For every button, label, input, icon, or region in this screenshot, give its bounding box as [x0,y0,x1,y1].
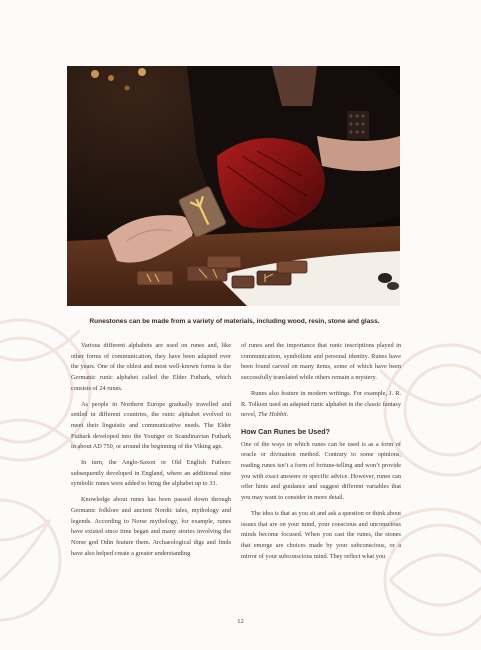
paragraph-text: Runes also feature in modern writings. For example, J. R. R. Tolkien used an adapted runic alphabet in the classic fantasy novel, [241,389,401,419]
runestones-illustration [67,66,400,306]
paragraph: of runes and the importance that runic inscriptions played in communication, symbolism and personal identity. Runes have been found carved on many items, some of which have been successfully translated while others remain a mystery. [241,342,401,382]
paragraph: As people in Northern Europe gradually travelled and settled in different countries, the runic alphabet evolved to meet their linguistic and communicative needs. The Elder Futhark developed into the Younger or Scandinavian Futhark in about AD 750, or around the beginning of the Viking age. [71,400,231,451]
left-column [71,341,231,564]
paragraph: The idea is that as you sit and ask a question or think about issues that are on your mind, your conscious and unconscious minds become focused. When you cast the runes, the stones that emerge are choices made by your subconscious, or a mirror of your subconscious mind. They reflect what you [241,509,401,560]
paragraph [241,389,401,421]
paragraph-end: . [286,411,289,419]
photo-caption: Runestones can be made from a variety of materials, including wood, resin, stone and glass. [89,318,380,325]
paragraph: Various different alphabets are used on runes and, like other forms of communication, they have been adapted over the years. One of the oldest and most well-known forms is the Germanic runic alphabet called the Elder Futhark, which consists of 24 runes. [71,342,231,392]
paragraph: In turn, the Anglo-Saxon or Old English Futhorc subsequently developed in England, where an additional nine symbolic runes were added to bring the alphabet up to 33. [71,459,231,488]
runestones-photo [67,66,400,306]
paragraph: One of the ways in which runes can be used is as a form of oracle or divination method. Contrary to some opinions, reading runes isn’t a form of fortune-telling and won’t provide you with exact answers or specific advice. However, runes can offer hints and guidance and suggest different variables that you may want to consider in more detail. [241,440,401,502]
book-title: The Hobbit [258,411,287,419]
paragraph: Knowledge about runes has been passed down through Germanic folklore and ancient Nordic tales, mythology and legends. According to Norse mythology, for example, runes have existed since time began and many stories involving the Norse god Odin feature them. Archaeological digs and finds have also helped create a greater understanding [71,496,231,557]
page-number: 12 [237,618,244,625]
right-column [241,341,401,567]
section-heading: How Can Runes be Used? [241,426,331,436]
